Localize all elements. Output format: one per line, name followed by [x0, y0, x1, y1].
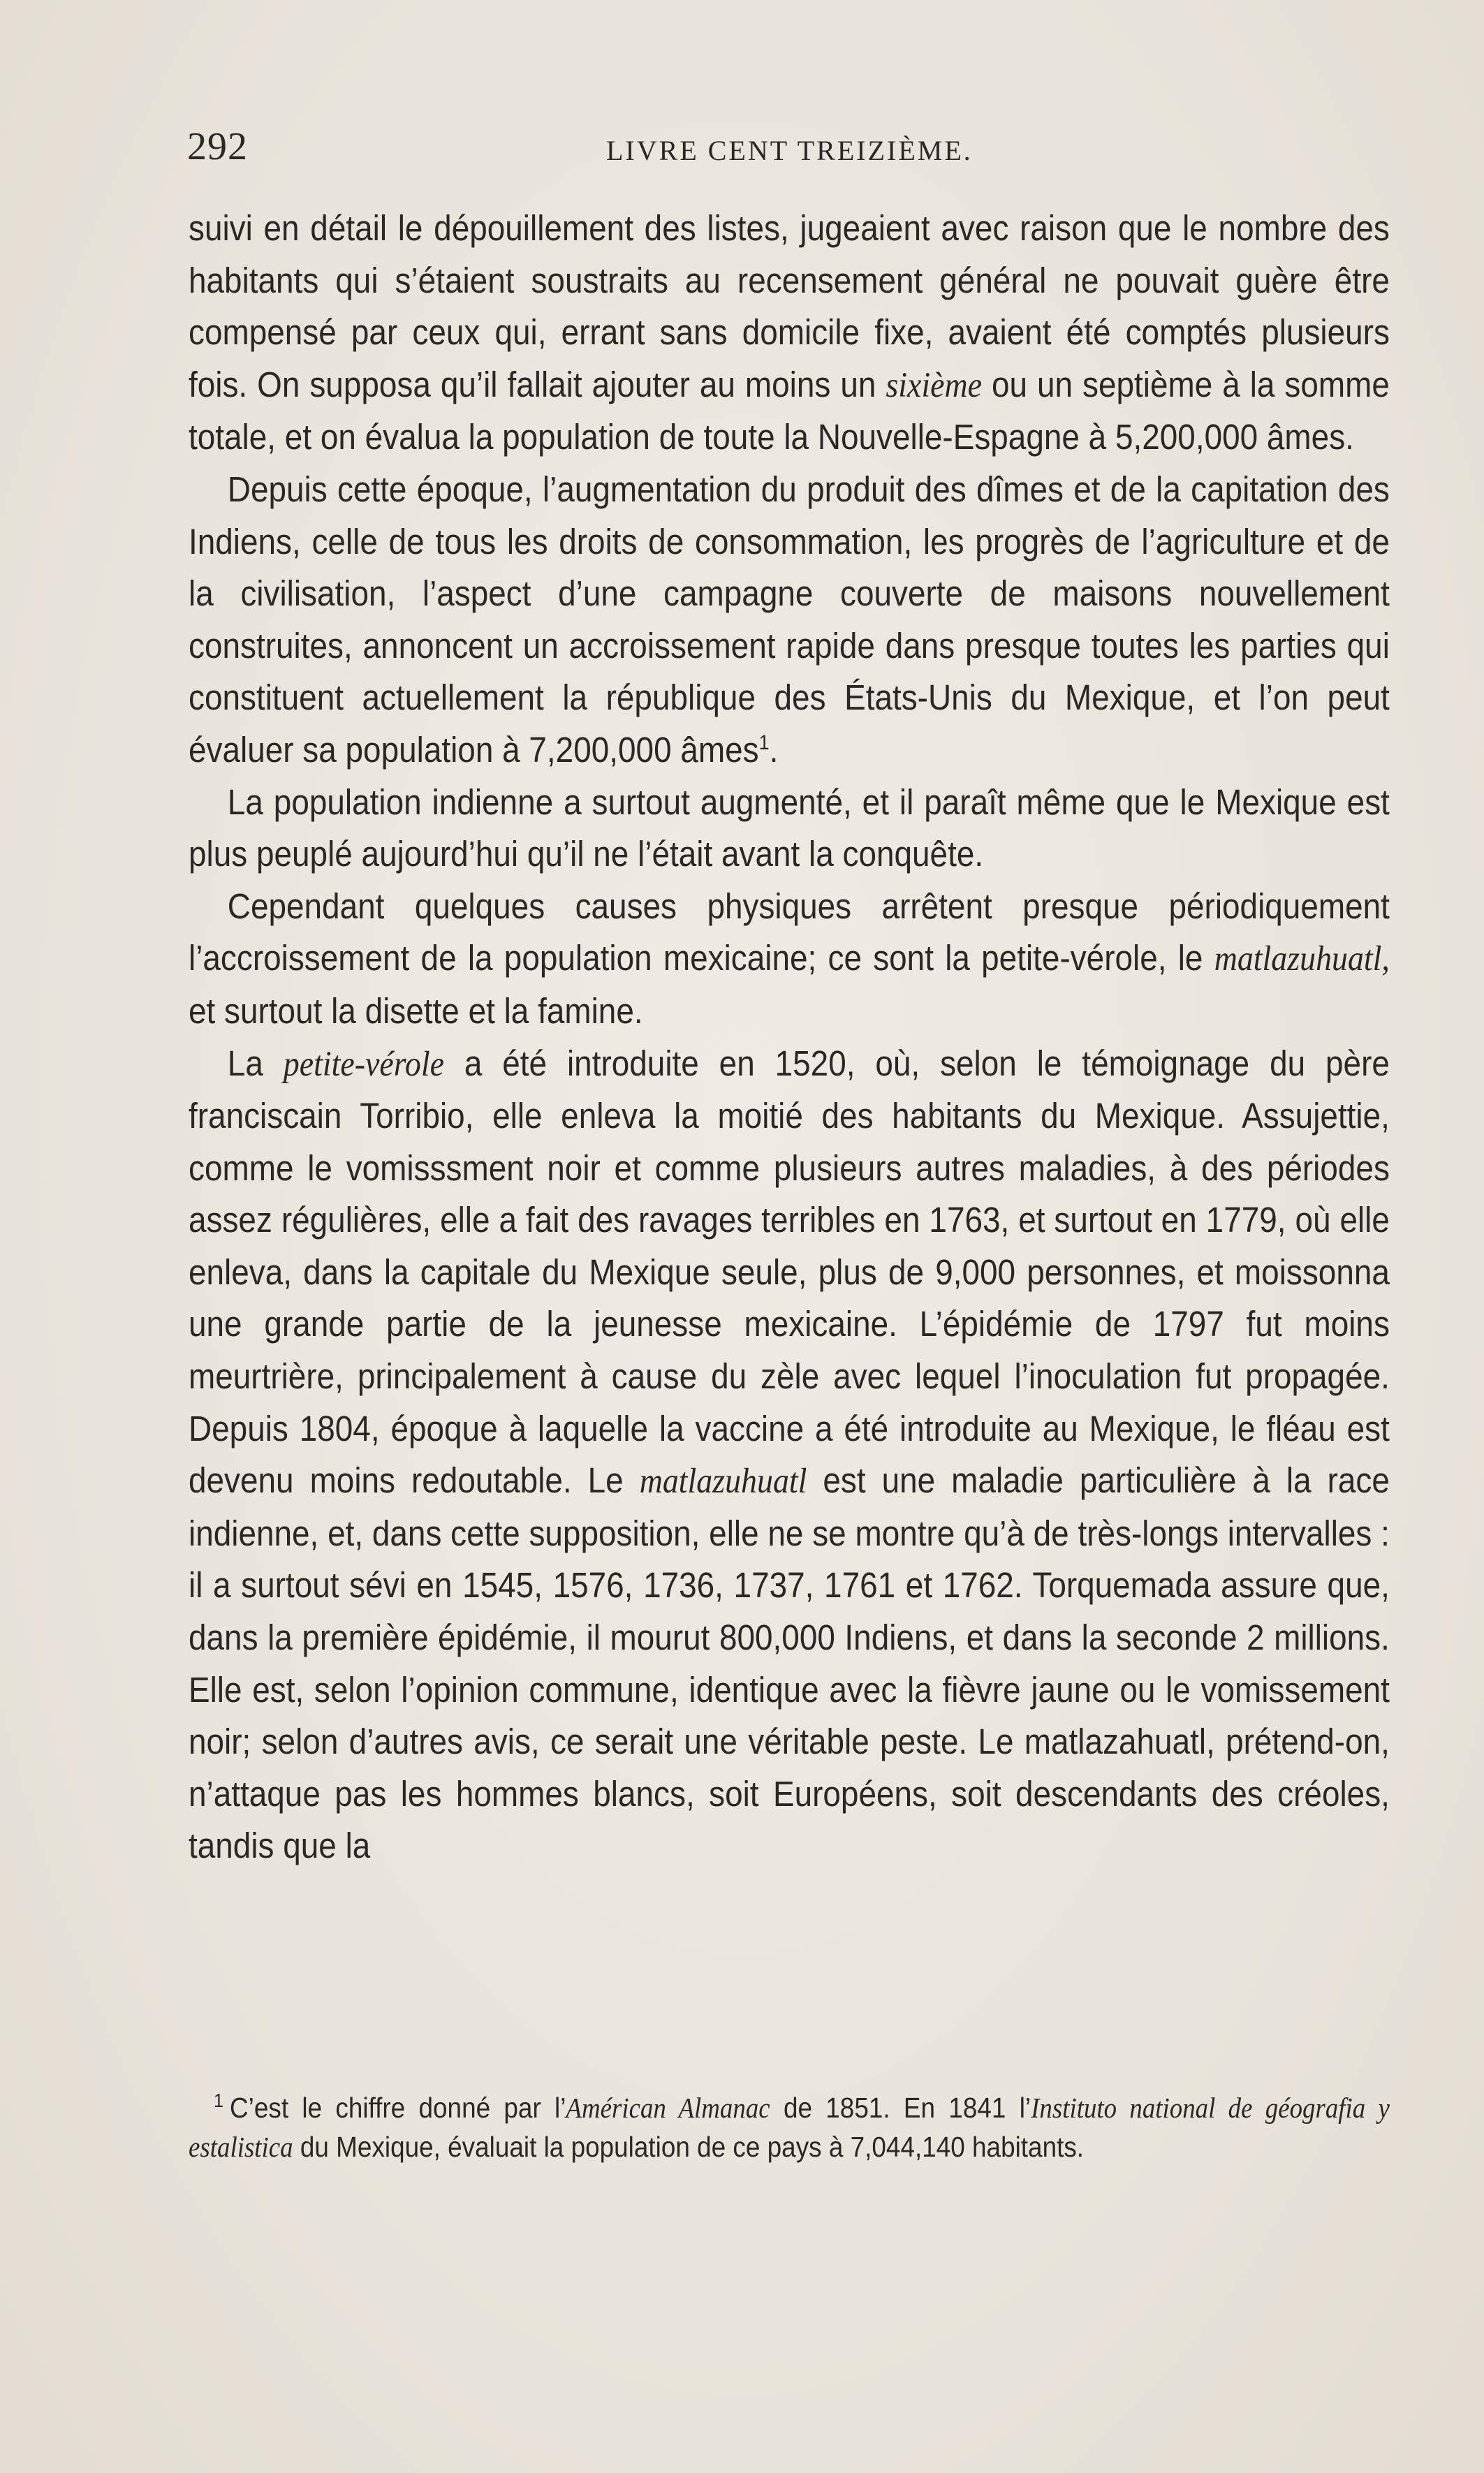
paragraph-5: La petite-vérole a été introduite en 1520, où, selon le témoignage du père franciscain Torribio, elle enleva la moitié des habitants du Mexique. Assujettie, comme le vomisssment noir et comme plusieurs autres maladies, à des périodes assez régulières, elle a fait des ravages terribles en 1763, et surtout en 1779, où elle enleva, dans la capitale du Mexique seule, plus de 9,000 personnes, et moissonna une grande partie de la jeunesse mexicaine. L’épidémie de 1797 fut moins meurtrière, principalement à cause du zèle avec lequel l’inoculation fut propagée. Depuis 1804, époque à laquelle la vaccine a été introduite au Mexique, le fléau est devenu moins redoutable. Le matlazuhuatl est une maladie particulière à la race indienne, et, dans cette supposition, elle ne se montre qu’à de très-longs intervalles : il a surtout sévi en 1545, 1576, 1736, 1737, 1761 et 1762. Torquemada assure que, dans la première épidémie, il mourut 800,000 Indiens, et dans la seconde 2 millions. Elle est, selon l’opinion commune, identique avec la fièvre jaune ou le vomissement noir; selon d’autres avis, ce serait une véritable peste. Le matlazahuatl, prétend-on, n’attaque pas les hommes blancs, soit Européens, soit descendants des créoles, tandis que la	[189, 1043, 1390, 1866]
page-header	[187, 124, 1388, 180]
page-number: 292	[187, 125, 248, 168]
paragraph-2: Depuis cette époque, l’augmentation du produit des dîmes et de la capitation des Indiens, celle de tous les droits de consommation, les progrès de l’agriculture et de la civilisation, l’aspect d’une campagne couverte de maisons nouvellement construites, annoncent un accroissement rapide dans presque toutes les parties qui constituent actuellement la république des États-Unis du Mexique, et l’on peut évaluer sa population à 7,200,000 âmes$^1$.	[189, 469, 1390, 770]
running-title: LIVRE CENT TREIZIÈME.	[606, 135, 973, 166]
footnote: $^1$ C’est le chiffre donné par l’Américan Almanac de 1851. En 1841 l’Instituto national de géografia y estalistica du Mexique, évaluait la population de ce pays à 7,044,140 habitants.	[189, 2090, 1390, 2163]
footnote-marker: 1	[214, 2090, 224, 2112]
body-text	[189, 203, 1390, 1872]
paragraph-4: Cependant quelques causes physiques arrêtent presque périodiquement l’accroissement de la population mexicaine; ce sont la petite-vérole, le matlazuhuatl, et surtout la disette et la famine.	[189, 886, 1390, 1031]
paragraph-1: suivi en détail le dépouillement des listes, jugeaient avec raison que le nombre des habitants qui s’étaient soustraits au recensement général ne pouvait guère être compensé par ceux qui, errant sans domicile fixe, avaient été comptés plusieurs fois. On supposa qu’il fallait ajouter au moins un sixième ou un septième à la somme totale, et on évalua la population de toute la Nouvelle-Espagne à 5,200,000 âmes.	[189, 208, 1390, 457]
italic-term: matlazuhuatl	[639, 1462, 807, 1502]
italic-term: sixième	[886, 365, 983, 405]
paragraph-3: La population indienne a surtout augmenté, et il paraît même que le Mexique est plus peuplé aujourd’hui qu’il ne l’était avant la conquête.	[189, 781, 1390, 874]
italic-term: petite-vérole	[283, 1044, 444, 1084]
italic-title: Instituto national de géografia y estalistica	[189, 2092, 1390, 2163]
italic-title: Américan Almanac	[566, 2092, 770, 2124]
footnote-ref: 1	[758, 731, 770, 754]
italic-term: matlazuhuatl,	[1214, 939, 1390, 979]
